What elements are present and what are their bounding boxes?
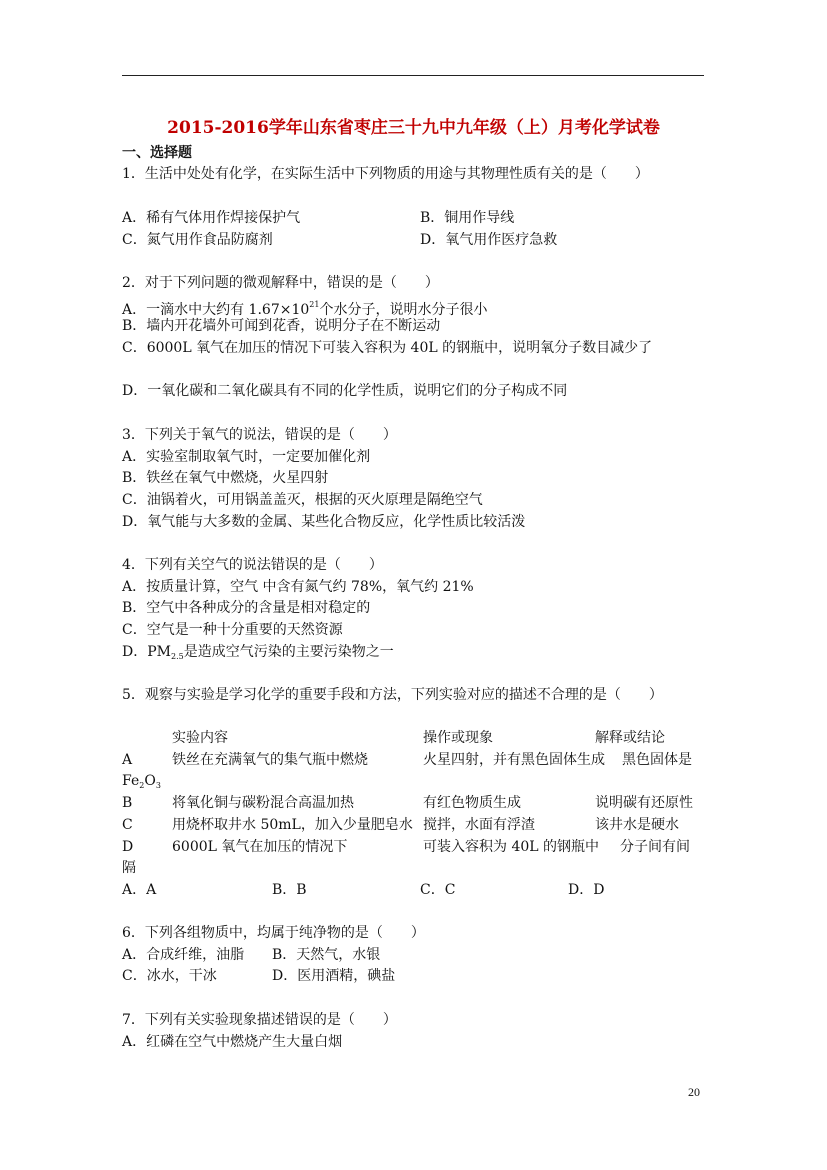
table-row-b-label: B [122, 795, 133, 811]
question-1-stem: 1．生活中处处有化学，在实际生活中下列物质的用途与其物理性质有关的是（ ） [122, 166, 649, 182]
table-row-a-conclusion: 黑色固体是 [622, 752, 692, 768]
question-6-stem: 6．下列各组物质中，均属于纯净物的是（ ） [122, 925, 425, 941]
question-2-stem: 2．对于下列问题的微观解释中，错误的是（ ） [122, 275, 439, 291]
q1-option-b: B．铜用作导线 [420, 210, 515, 226]
q3-option-a: A．实验室制取氧气时，一定要加催化剂 [122, 449, 371, 465]
table-row-a-label: A [122, 752, 133, 768]
header-rule [122, 75, 704, 76]
table-row-d-content: 6000L 氧气在加压的情况下 [172, 839, 348, 855]
q2-option-d: D．一氧化碳和二氧化碳具有不同的化学性质，说明它们的分子构成不同 [122, 383, 568, 399]
table-row-c-conclusion: 该井水是硬水 [595, 817, 679, 833]
table-header-conclusion: 解释或结论 [595, 730, 665, 746]
question-4-stem: 4．下列有关空气的说法错误的是（ ） [122, 557, 383, 573]
table-row-c-operation: 搅拌，水面有浮渣 [423, 817, 535, 833]
q5-option-a: A．A [122, 882, 157, 898]
q4-d-prefix: D．PM [122, 644, 171, 660]
page-number: 20 [688, 1085, 700, 1099]
formula-sub-2: 2 [139, 781, 145, 790]
table-row-c-content: 用烧杯取井水 50mL，加入少量肥皂水 [172, 817, 413, 833]
q1-option-a: A．稀有气体用作焊接保护气 [122, 210, 301, 226]
table-header-content: 实验内容 [172, 730, 228, 746]
table-row-c-label: C [122, 817, 133, 833]
q2-a-text-end: 个水分子，说明水分子很小 [319, 302, 488, 318]
table-row-b-conclusion: 说明碳有还原性 [595, 795, 693, 811]
question-3-stem: 3．下列关于氧气的说法，错误的是（ ） [122, 427, 397, 443]
q4-option-d [122, 642, 394, 667]
q4-option-a: A．按质量计算，空气 中含有氮气约 78%，氧气约 21% [122, 579, 474, 595]
q5-option-d: D．D [568, 882, 605, 898]
table-row-b-content: 将氧化铜与碳粉混合高温加热 [172, 795, 354, 811]
q1-option-c: C．氮气用作食品防腐剂 [122, 232, 273, 248]
table-row-d-operation: 可装入容积为 40L 的钢瓶中 [423, 839, 600, 855]
page-title: 2015-2016学年山东省枣庄三十九中九年级（上）月考化学试卷 [167, 118, 660, 138]
q5-option-b: B．B [272, 882, 307, 898]
q6-option-b: B．天然气，水银 [272, 947, 381, 963]
q3-option-b: B．铁丝在氧气中燃烧，火星四射 [122, 470, 329, 486]
question-5-stem: 5．观察与实验是学习化学的重要手段和方法，下列实验对应的描述不合理的是（ ） [122, 687, 663, 703]
q1-option-d: D．氧气用作医疗急救 [420, 232, 558, 248]
q6-option-a: A．合成纤维，油脂 [122, 947, 245, 963]
q3-option-c: C．油锅着火，可用锅盖盖灭，根据的灭火原理是隔绝空气 [122, 492, 483, 508]
question-7-stem: 7．下列有关实验现象描述错误的是（ ） [122, 1012, 397, 1028]
q6-option-c: C．冰水，干冰 [122, 968, 217, 984]
formula-o: O [144, 773, 156, 789]
q5-option-c: C．C [420, 882, 456, 898]
q2-a-text: A．一滴水中大约有 1.67×10 [122, 302, 310, 318]
q4-option-c: C．空气是一种十分重要的天然资源 [122, 622, 343, 638]
table-row-b-operation: 有红色物质生成 [423, 795, 521, 811]
table-header-operation: 操作或现象 [423, 730, 493, 746]
section-heading: 一、选择题 [122, 145, 192, 161]
q2-a-exponent: 21 [309, 300, 320, 309]
table-row-d-continuation: 隔 [122, 860, 136, 876]
q3-option-d: D．氧气能与大多数的金属、某些化合物反应，化学性质比较活泼 [122, 514, 526, 530]
formula-fe: Fe [122, 773, 140, 789]
table-row-a-operation: 火星四射，并有黑色固体生成 [423, 752, 605, 768]
q2-option-b: B．墙内开花墙外可闻到花香，说明分子在不断运动 [122, 318, 441, 334]
table-row-d-label: D [122, 839, 134, 855]
q2-option-c: C．6000L 氧气在加压的情况下可装入容积为 40L 的钢瓶中，说明氧分子数目减少了 [122, 340, 653, 356]
q4-d-subscript: 2.5 [170, 652, 184, 661]
table-row-a-content: 铁丝在充满氧气的集气瓶中燃烧 [172, 752, 368, 768]
q7-option-a: A．红磷在空气中燃烧产生大量白烟 [122, 1034, 343, 1050]
formula-sub-3: 3 [155, 781, 161, 790]
q6-option-d: D．医用酒精，碘盐 [272, 968, 396, 984]
q4-option-b: B．空气中各种成分的含量是相对稳定的 [122, 600, 371, 616]
table-row-d-conclusion: 分子间有间 [620, 839, 690, 855]
q4-d-text: 是造成空气污染的主要污染物之一 [183, 644, 394, 660]
